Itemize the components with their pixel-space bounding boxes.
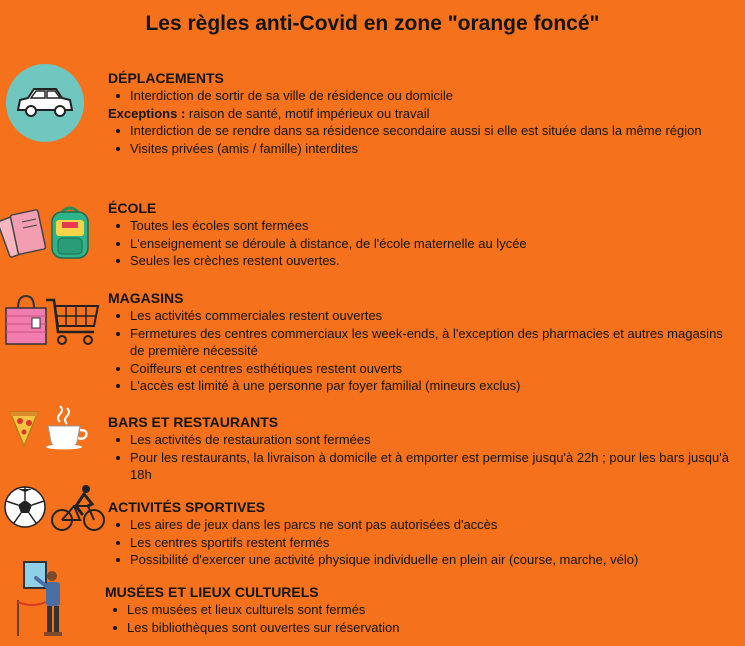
section-heading: ÉCOLE (108, 200, 157, 216)
soccer-ball-icon (4, 486, 46, 528)
list-item: Les activités de restauration sont fermées (130, 431, 738, 449)
list-item: L'enseignement se déroule à distance, de l'école maternelle au lycée (130, 235, 728, 253)
list-item: Les centres sportifs restent fermés (130, 534, 738, 552)
list-item: Les activités commerciales restent ouvertes (130, 307, 728, 325)
list-item: Seules les crèches restent ouvertes. (130, 252, 728, 270)
list-item: Toutes les écoles sont fermées (130, 217, 728, 235)
list-item: Interdiction de sortir de sa ville de résidence ou domicile (130, 87, 728, 105)
section-magasins (108, 289, 728, 395)
exceptions-text: raison de santé, motif impérieux ou travail (185, 105, 430, 121)
list-item: Les bibliothèques sont ouvertes sur réservation (127, 619, 725, 637)
museum-visitor-icon (16, 560, 70, 640)
list-item: Pour les restaurants, la livraison à domicile et à emporter est permise jusqu'à 22h ; pour les bars jusqu'à 18h (130, 449, 738, 484)
section-activites-sportives (108, 498, 738, 569)
section-heading: MUSÉES ET LIEUX CULTURELS (105, 584, 319, 600)
pizza-icon (8, 408, 40, 448)
notebooks-icon (0, 206, 48, 262)
backpack-icon (44, 204, 96, 264)
list-item: Visites privées (amis / famille) interdites (130, 140, 728, 158)
shopping-cart-icon (44, 296, 100, 348)
list-item: Interdiction de se rendre dans sa résidence secondaire aussi si elle est située dans la même région (130, 122, 728, 140)
cyclist-icon (50, 484, 106, 532)
exceptions-label: Exceptions : (108, 105, 186, 121)
list-item: Les musées et lieux culturels sont fermés (127, 601, 725, 619)
exceptions-line (108, 105, 728, 123)
section-bars-restaurants (108, 413, 738, 484)
page-title: Les règles anti-Covid en zone "orange foncé" (145, 12, 600, 35)
section-heading: BARS ET RESTAURANTS (108, 414, 279, 430)
list-item: Possibilité d'exercer une activité physique individuelle en plein air (course, marche, vélo) (130, 551, 738, 569)
coffee-cup-icon (44, 404, 90, 450)
list-item: Les aires de jeux dans les parcs ne sont pas autorisées d'accès (130, 516, 738, 534)
list-item: L'accès est limité à une personne par foyer familial (mineurs exclus) (130, 377, 728, 395)
section-heading: DÉPLACEMENTS (108, 70, 224, 86)
list-item: Coiffeurs et centres esthétiques restent ouverts (130, 360, 728, 378)
section-heading: MAGASINS (108, 290, 184, 306)
section-heading: ACTIVITÉS SPORTIVES (108, 499, 266, 515)
section-musees (105, 583, 725, 636)
section-ecole (108, 199, 728, 270)
car-icon (6, 64, 84, 142)
section-deplacements (108, 69, 728, 157)
shopping-bag-icon (4, 294, 48, 346)
list-item: Fermetures des centres commerciaux les week-ends, à l'exception des pharmacies et autres magasins de première nécessité (130, 325, 728, 360)
